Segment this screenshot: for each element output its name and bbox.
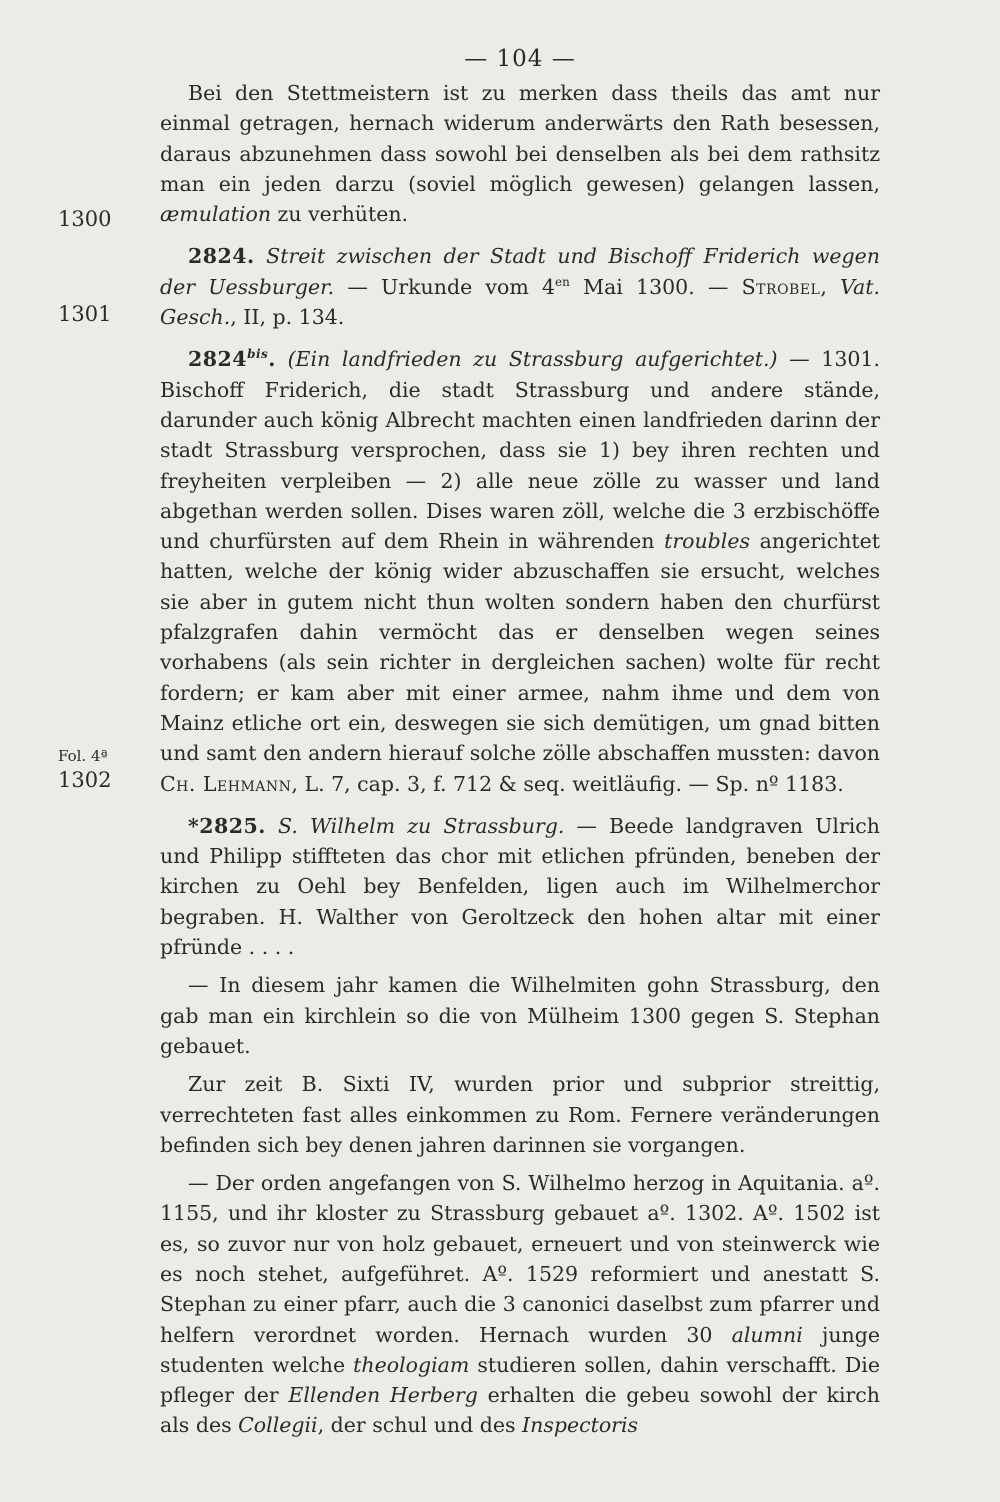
entry-title: Streit zwischen der Stadt und Bischoff Friderich wegen der Uessburger. xyxy=(160,244,880,299)
entry-2825: *2825. S. Wilhelm zu Strassburg. — Beede landgraven Ulrich und Philipp stiffteten das chor mit etlichen pfründen, beneben der kirchen zu Oehl bey Benfelden, ligen auch im Wilhelmerchor begraben. H. Walther von Geroltzeck den hohen altar mit einer pfründe . . . . xyxy=(160,813,880,960)
margin-year-1301: 1301 xyxy=(58,302,112,326)
main-text xyxy=(160,78,880,1441)
margin-folio: Fol. 4ª xyxy=(58,747,108,765)
author-name: Strobel xyxy=(741,274,821,299)
intro-paragraph: Bei den Stettmeistern ist zu merken dass theils das amt nur einmal getragen, hernach widerum anderwärts den Rath besessen, daraus abzunehmen dass sowohl bei denselben als bei dem rathsitz man ein jeden darzu (soviel möglich gewesen) gelangen lassen, æmulation zu verhüten. xyxy=(160,81,880,227)
entry-title: (Ein landfrieden zu Strassburg aufgerichtet.) xyxy=(287,347,778,372)
entry-number: *2825. xyxy=(188,813,266,838)
entry-title: S. Wilhelm zu Strassburg. xyxy=(278,813,565,838)
page-number: — 104 — xyxy=(464,46,576,72)
entry-number: 2824. xyxy=(188,244,255,269)
margin-year-1300: 1300 xyxy=(58,207,112,231)
entry-2825-paragraph-2: — In diesem jahr kamen die Wilhelmiten gohn Strassburg, den gab man ein kirchlein so die von Mülheim 1300 gegen S. Stephan gebauet. xyxy=(160,973,880,1058)
entry-number: $2824^{bis}$. xyxy=(188,347,276,372)
entry-2825-paragraph-3: Zur zeit B. Sixti IV, wurden prior und subprior streittig, verrechteten fast alles einkommen zu Rom. Fernere veränderungen befinden sich bey denen jahren darinnen sie vorgangen. xyxy=(160,1072,880,1157)
entry-2824bis: $2824^{bis}$. (Ein landfrieden zu Strassburg aufgerichtet.) — 1301. Bischoff Friderich, die stadt Strassburg und andere stände, darunder auch könig Albrecht machten einen landfrieden darinn der stadt Strassburg versprochen, dass sie 1) bey ihren rechten und freyheiten verpleiben — 2) alle neue zölle zu wasser und land abgethan werden sollen. Dises waren zöll, welche die 3 erzbischöffe und churfürsten auf dem Rhein in währenden troubles angerichtet hatten, welche der könig wider abzuschaffen sie ersucht, welches sie aber in gutem nicht thun wolten sondern haben den churfürst pfalzgrafen dahin vermöcht das er denselben wegen seines vorhabens (als sein richter in dergleichen sachen) wolte für recht fordern; er kam aber mit einer armee, nahm ihme und dem von Mainz etliche ort ein, deswegen sie sich demütigen, um gnad bitten und samt den andern hierauf solche zölle abschaffen mussten: davon Ch. Lehmann, L. 7, cap. 3, f. 712 & seq. weitläufig. — Sp. nº 1183. xyxy=(160,347,881,796)
author-name: Ch. Lehmann xyxy=(160,771,292,796)
entry-2825-paragraph-4: — Der orden angefangen von S. Wilhelmo herzog in Aquitania. aº. 1155, und ihr kloster zu Strassburg gebauet aº. 1302. Aº. 1502 ist es, so zuvor nur von holz gebauet, erneuert und von steinwerck wie es noch stehet, aufgeführet. Aº. 1529 reformiert und anestatt S. Stephan zu einer pfarr, auch die 3 canonici daselbst zum pfarrer und helfern verordnet worden. Hernach wurden 30 alumni junge studenten welche theologiam studieren sollen, dahin verschafft. Die pfleger der Ellenden Herberg erhalten die gebeu sowohl der kirch als des Collegii, der schul und des Inspectoris xyxy=(160,1171,880,1438)
entry-2824: 2824. Streit zwischen der Stadt und Bischoff Friderich wegen der Uessburger. — Urkunde vom $4^{en}$ Mai 1300. — Strobel, Vat. Gesch., II, p. 134. xyxy=(160,244,880,330)
margin-year-1302: 1302 xyxy=(58,768,112,792)
